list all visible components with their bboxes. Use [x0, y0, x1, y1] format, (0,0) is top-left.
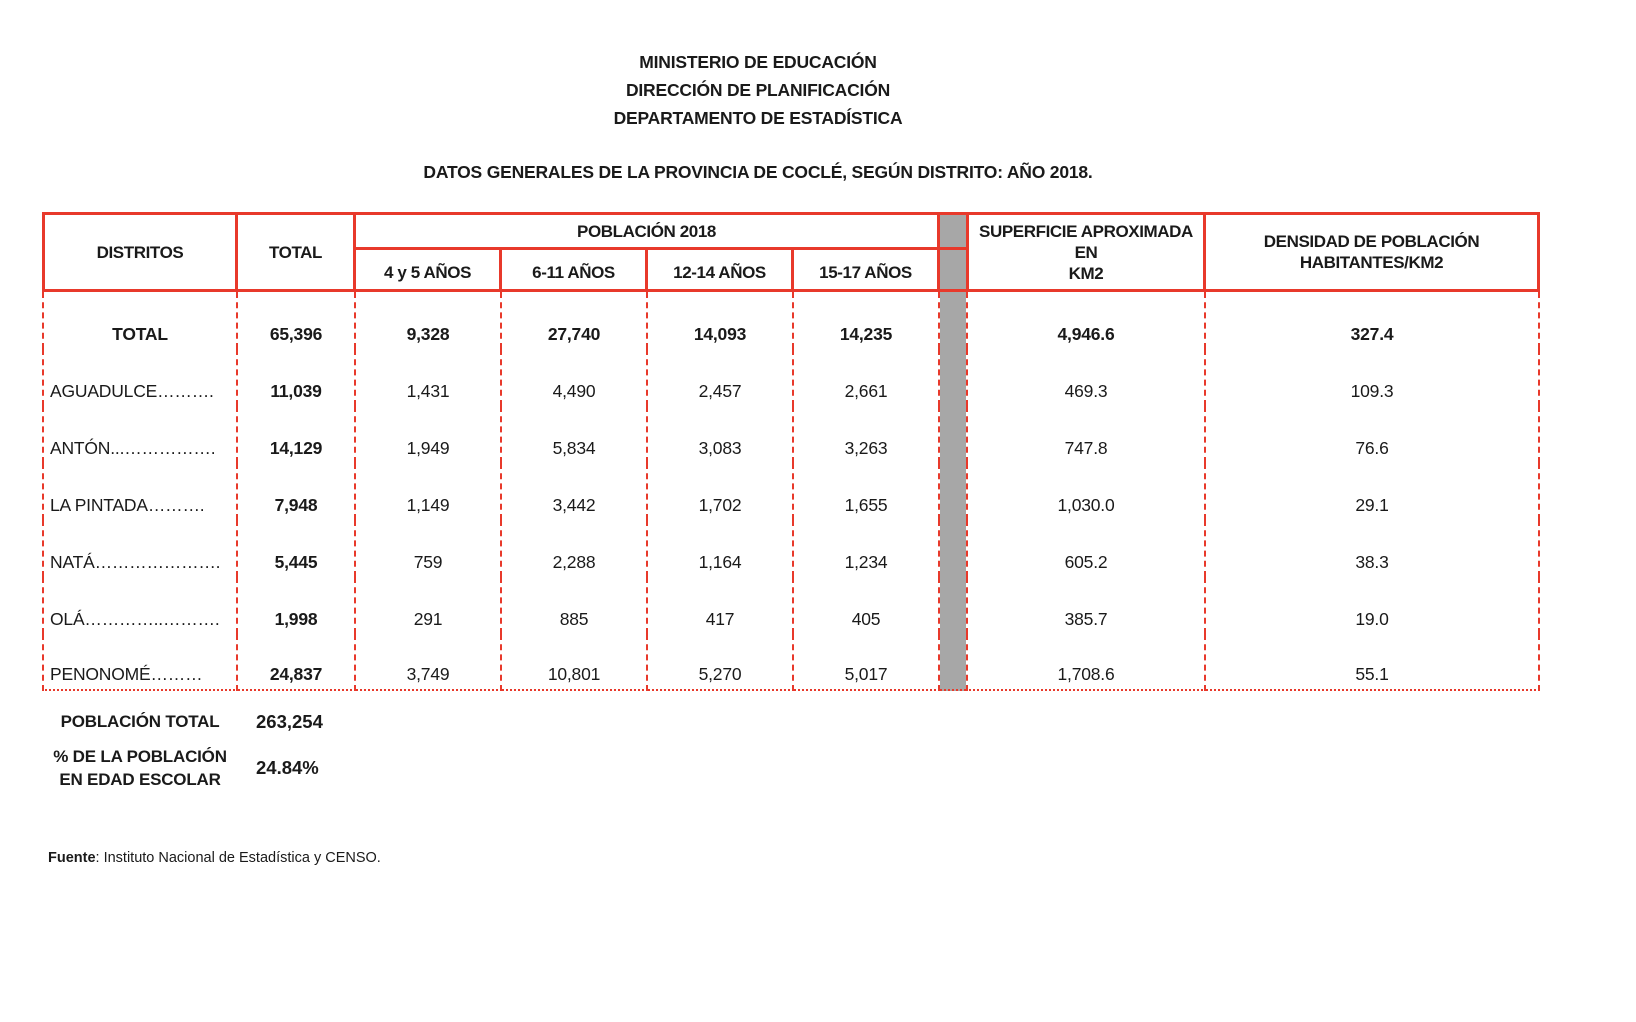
- pct-edad-escolar-value: 24.84%: [256, 757, 319, 778]
- age-4-5-cell: 3,749: [356, 634, 502, 691]
- superficie-cell: 747.8: [966, 406, 1206, 463]
- total-cell: 14,129: [238, 406, 356, 463]
- col-header-densidad: [1206, 212, 1540, 292]
- separator-line-mid: [940, 247, 966, 250]
- age-4-5-cell: 291: [356, 577, 502, 634]
- col-header-12-14: 12-14 AÑOS: [648, 250, 794, 292]
- district-cell: NATÁ………………….: [42, 520, 238, 577]
- densidad-line-1: DENSIDAD DE POBLACIÓN: [1263, 232, 1480, 251]
- age-12-14-cell: 14,093: [648, 292, 794, 349]
- separator-line-bottom: [940, 289, 966, 292]
- superficie-cell: 1,030.0: [966, 463, 1206, 520]
- col-header-15-17: 15-17 AÑOS: [794, 250, 940, 292]
- age-4-5-cell: 1,431: [356, 349, 502, 406]
- age-15-17-cell: 2,661: [794, 349, 940, 406]
- age-12-14-cell: 5,270: [648, 634, 794, 691]
- age-6-11-cell: 3,442: [502, 463, 648, 520]
- total-cell: 24,837: [238, 634, 356, 691]
- superficie-cell: 605.2: [966, 520, 1206, 577]
- district-cell: ANTÓN...…………….: [42, 406, 238, 463]
- total-cell: 7,948: [238, 463, 356, 520]
- age-12-14-cell: 1,702: [648, 463, 794, 520]
- separator-bar: [940, 212, 966, 691]
- age-6-11-cell: 5,834: [502, 406, 648, 463]
- total-cell: 65,396: [238, 292, 356, 349]
- age-15-17-cell: 14,235: [794, 292, 940, 349]
- poblacion-total-row: [42, 710, 323, 733]
- col-header-poblacion-2018: POBLACIÓN 2018: [356, 212, 940, 250]
- age-15-17-cell: 3,263: [794, 406, 940, 463]
- age-15-17-cell: 405: [794, 577, 940, 634]
- densidad-cell: 38.3: [1206, 520, 1540, 577]
- superficie-line-1: SUPERFICIE APROXIMADA EN: [979, 221, 1193, 262]
- total-cell: 1,998: [238, 577, 356, 634]
- densidad-cell: 109.3: [1206, 349, 1540, 406]
- document-title: DATOS GENERALES DE LA PROVINCIA DE COCLÉ, SEGÚN DISTRITO: AÑO 2018.: [423, 162, 1093, 182]
- age-6-11-cell: 27,740: [502, 292, 648, 349]
- total-cell: 11,039: [238, 349, 356, 406]
- age-12-14-cell: 2,457: [648, 349, 794, 406]
- poblacion-total-label: POBLACIÓN TOTAL: [60, 712, 220, 731]
- pct-label-line-2: EN EDAD ESCOLAR: [59, 770, 221, 789]
- col-header-total: TOTAL: [238, 212, 356, 292]
- superficie-cell: 4,946.6: [966, 292, 1206, 349]
- district-cell: PENONOMÉ………: [42, 634, 238, 691]
- densidad-cell: 29.1: [1206, 463, 1540, 520]
- densidad-cell: 19.0: [1206, 577, 1540, 634]
- title-block: [0, 48, 1516, 186]
- superficie-cell: 1,708.6: [966, 634, 1206, 691]
- densidad-cell: 327.4: [1206, 292, 1540, 349]
- densidad-cell: 76.6: [1206, 406, 1540, 463]
- age-12-14-cell: 3,083: [648, 406, 794, 463]
- org-line-2: DIRECCIÓN DE PLANIFICACIÓN: [625, 80, 891, 100]
- pct-edad-escolar-label: [42, 745, 238, 791]
- age-12-14-cell: 417: [648, 577, 794, 634]
- age-4-5-cell: 759: [356, 520, 502, 577]
- age-15-17-cell: 1,234: [794, 520, 940, 577]
- superficie-line-2: KM2: [1068, 263, 1104, 283]
- poblacion-total-value: 263,254: [256, 710, 323, 732]
- superficie-cell: 385.7: [966, 577, 1206, 634]
- district-cell: AGUADULCE……….: [42, 349, 238, 406]
- age-4-5-cell: 1,149: [356, 463, 502, 520]
- pct-label-line-1: % DE LA POBLACIÓN: [53, 747, 227, 766]
- age-6-11-cell: 885: [502, 577, 648, 634]
- separator-line-top: [940, 212, 966, 215]
- age-12-14-cell: 1,164: [648, 520, 794, 577]
- col-header-4y5: 4 y 5 AÑOS: [356, 250, 502, 292]
- densidad-line-2: HABITANTES/KM2: [1299, 253, 1444, 272]
- summary-block: [42, 710, 323, 803]
- districts-table: [42, 212, 1540, 691]
- pct-edad-escolar-row: [42, 745, 323, 791]
- superficie-cell: 469.3: [966, 349, 1206, 406]
- total-cell: 5,445: [238, 520, 356, 577]
- age-6-11-cell: 2,288: [502, 520, 648, 577]
- age-4-5-cell: 9,328: [356, 292, 502, 349]
- district-cell: LA PINTADA……….: [42, 463, 238, 520]
- org-line-3: DEPARTAMENTO DE ESTADÍSTICA: [613, 108, 903, 128]
- col-header-superficie: [966, 212, 1206, 292]
- source-label: Fuente: [48, 850, 96, 866]
- district-cell: TOTAL: [42, 292, 238, 349]
- district-cell: OLÁ…………..……….: [42, 577, 238, 634]
- col-header-distritos: DISTRITOS: [42, 212, 238, 292]
- age-4-5-cell: 1,949: [356, 406, 502, 463]
- densidad-cell: 55.1: [1206, 634, 1540, 691]
- age-15-17-cell: 1,655: [794, 463, 940, 520]
- source-text: : Instituto Nacional de Estadística y CENSO.: [95, 850, 381, 866]
- age-6-11-cell: 10,801: [502, 634, 648, 691]
- col-header-6-11: 6-11 AÑOS: [502, 250, 648, 292]
- age-6-11-cell: 4,490: [502, 349, 648, 406]
- org-line-1: MINISTERIO DE EDUCACIÓN: [639, 52, 877, 72]
- age-15-17-cell: 5,017: [794, 634, 940, 691]
- source-footnote: [48, 850, 381, 866]
